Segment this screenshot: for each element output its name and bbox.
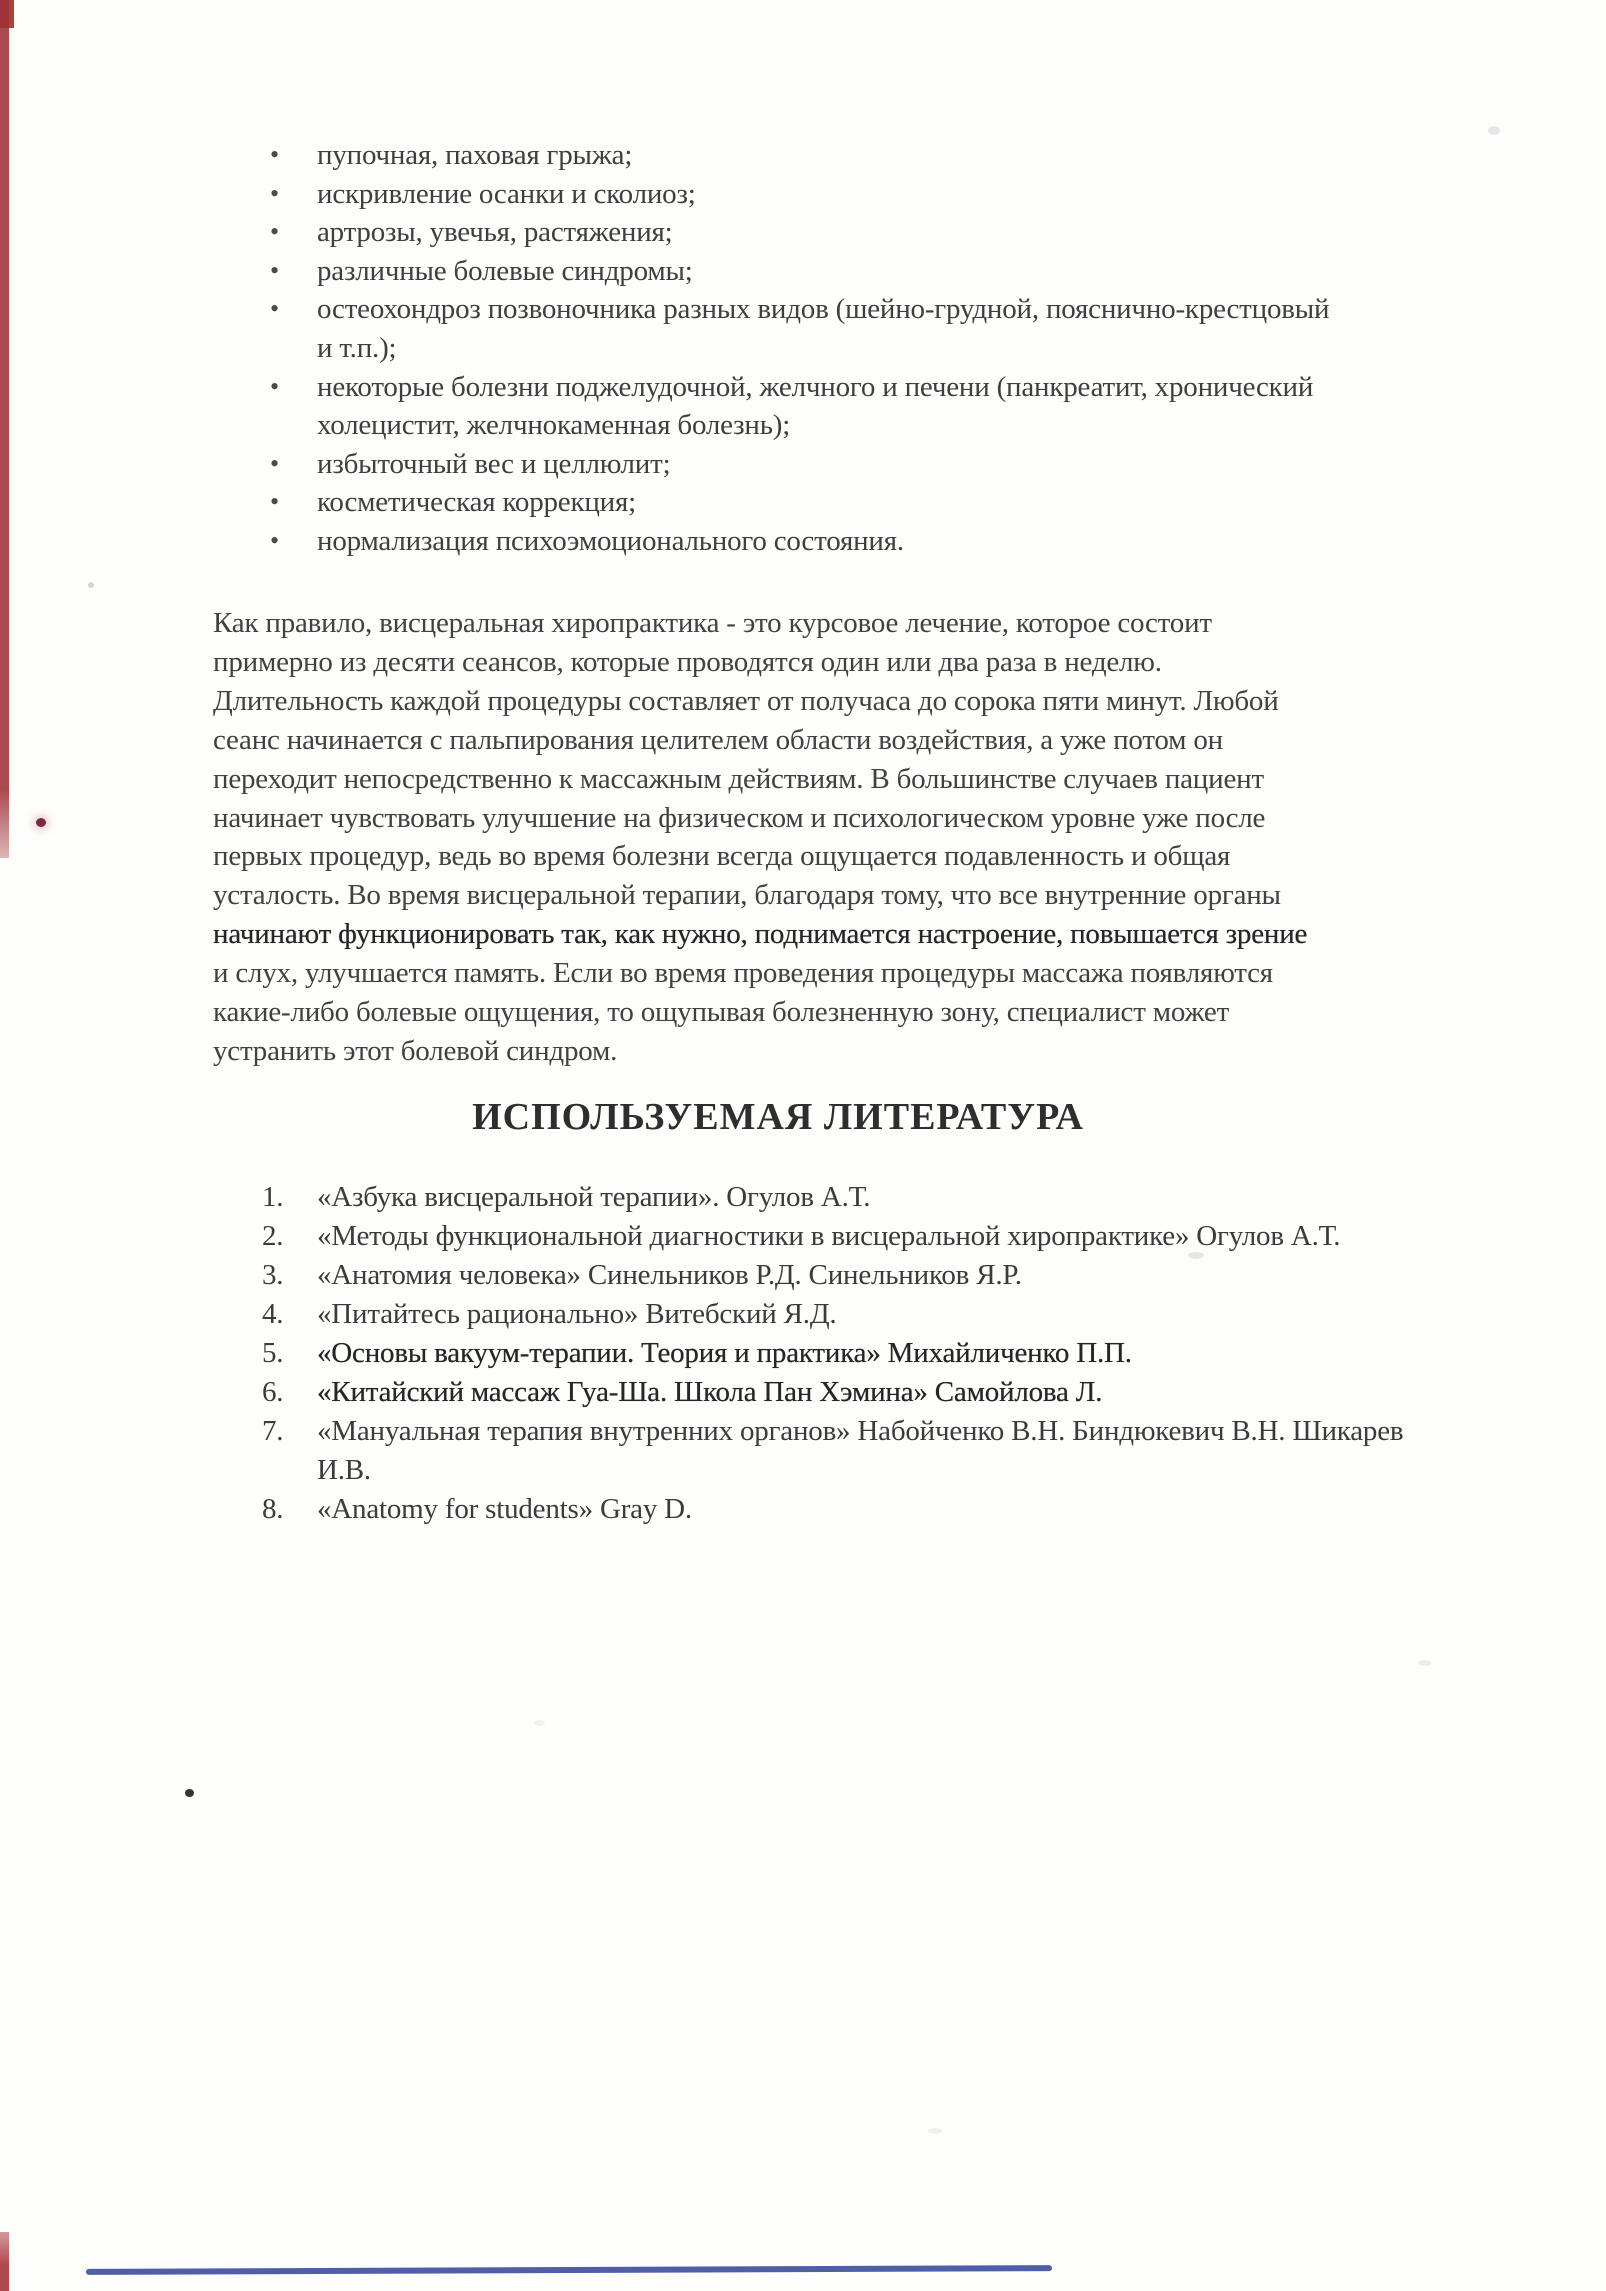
body-paragraph [213,604,1553,1071]
reference-number: 3. [262,1259,284,1291]
paragraph-line: какие-либо болевые ощущения, то ощупывая болезненную зону, специалист может [213,996,1230,1029]
reference-number: 4. [262,1298,284,1330]
bullet-item-continuation [268,406,1568,445]
bullet-item [268,136,1568,175]
scan-smudge [1188,1252,1204,1259]
scan-smudge [534,1720,545,1726]
reference-text: «Основы вакуум-терапии. Теория и практика» Михайличенко П.П. [317,1337,1132,1369]
bullet-item-text: нормализация психоэмоционального состояния. [317,524,904,557]
reference-item [262,1490,1592,1529]
reference-item [262,1256,1592,1295]
bullet-item-text: пупочная, паховая грыжа; [317,139,633,171]
reference-item [262,1217,1592,1256]
reference-item [262,1178,1592,1217]
reference-item [262,1373,1592,1412]
bullet-item [268,522,1568,561]
reference-text: «Китайский массаж Гуа-Ша. Школа Пан Хэмина» Самойлова Л. [317,1376,1103,1408]
reference-number: 2. [262,1220,284,1252]
reference-text: «Мануальная терапия внутренних органов» Набойченко В.Н. Биндюкевич В.Н. Шикарев [317,1415,1404,1447]
section-heading: ИСПОЛЬЗУЕМАЯ ЛИТЕРАТУРА [472,1096,1084,1138]
red-ink-dot [36,818,46,827]
bullet-item-text: различные болевые синдромы; [317,254,693,287]
bullet-item [268,445,1568,484]
reference-text: И.В. [317,1454,371,1486]
bullet-item-text: искривление осанки и сколиоз; [317,177,696,210]
paragraph-line: усталость. Во время висцеральной терапии, благодаря тому, что все внутренние органы [213,879,1281,912]
reference-item [262,1334,1592,1373]
reference-number: 6. [262,1376,284,1408]
bullet-icon: • [270,255,279,285]
reference-text: «Методы функциональной диагностики в висцеральной хиропрактике» Огулов А.Т. [317,1220,1341,1252]
bullet-item [268,483,1568,522]
bullet-item [268,213,1568,252]
bullet-item-text: холецистит, желчнокаменная болезнь); [317,409,791,442]
bullet-item-text: избыточный вес и целлюлит; [317,447,671,480]
blue-pen-line [86,2265,1052,2275]
bullet-item [268,175,1568,214]
reference-number: 1. [262,1181,284,1213]
paragraph-line: Как правило, висцеральная хиропрактика - это курсовое лечение, которое состоит [213,607,1212,639]
paragraph-line: сеанс начинается с пальпирования целителем области воздействия, а уже потом он [213,723,1224,756]
paragraph-line: устранить этот болевой синдром. [213,1034,618,1067]
bullet-item-text: некоторые болезни поджелудочной, желчного и печени (панкреатит, хронический [317,370,1314,403]
bullet-icon: • [270,294,279,324]
paragraph-line: Длительность каждой процедуры составляет от получаса до сорока пяти минут. Любой [213,684,1279,717]
bullet-icon: • [270,371,279,401]
reference-list [262,1178,1592,1529]
reference-text: «Азбука висцеральной терапии». Огулов А.Т. [317,1181,871,1213]
reference-item [262,1295,1592,1334]
bullet-item-continuation [268,329,1568,368]
bullet-icon: • [270,487,279,517]
paragraph-line: первых процедур, ведь во время болезни всегда ощущается подавленность и общая [213,840,1231,873]
reference-number: 8. [262,1493,284,1525]
bottom-edge-scan-strip [0,2232,9,2291]
bullet-item-text: остеохондроз позвоночника разных видов (шейно-грудной, пояснично-крестцовый [317,293,1330,326]
bullet-icon: • [270,140,279,169]
paragraph-line: примерно из десяти сеансов, которые проводятся один или два раза в неделю. [213,645,1162,678]
bullet-item-text: и т.п.); [317,331,397,364]
bullet-item-text: артрозы, увечья, растяжения; [317,216,673,249]
bullet-list [268,136,1568,561]
scan-smudge [928,2128,942,2134]
scan-smudge [1418,1660,1431,1666]
paragraph-line: и слух, улучшается память. Если во время проведения процедуры массажа появляются [213,957,1273,990]
bullet-item [268,290,1568,329]
bullet-item-text: косметическая коррекция; [317,486,637,519]
scan-smudge [88,582,94,588]
reference-item [262,1412,1592,1451]
paragraph-line: переходит непосредственно к массажным действиям. В большинстве случаев пациент [213,762,1264,795]
bullet-icon: • [270,525,279,555]
reference-text: «Питайтесь рационально» Витебский Я.Д. [317,1298,837,1330]
left-edge-scan-strip [0,0,9,858]
paragraph-line: начинает чувствовать улучшение на физическом и психологическом уровне уже после [213,801,1266,834]
reference-text: «Анатомия человека» Синельников Р.Д. Синельников Я.Р. [317,1259,1022,1291]
ink-dot [185,1789,194,1797]
paragraph-line: начинают функционировать так, как нужно, поднимается настроение, повышается зрение [213,918,1308,951]
reference-item-continuation [262,1451,1592,1490]
bullet-icon: • [270,178,279,208]
reference-number: 7. [262,1415,284,1447]
scan-smudge [1488,126,1500,135]
reference-text: «Anatomy for students» Gray D. [317,1493,692,1525]
bullet-item [268,252,1568,291]
reference-number: 5. [262,1337,284,1369]
bullet-item [268,368,1568,407]
bullet-icon: • [270,217,279,247]
bullet-icon: • [270,448,279,478]
